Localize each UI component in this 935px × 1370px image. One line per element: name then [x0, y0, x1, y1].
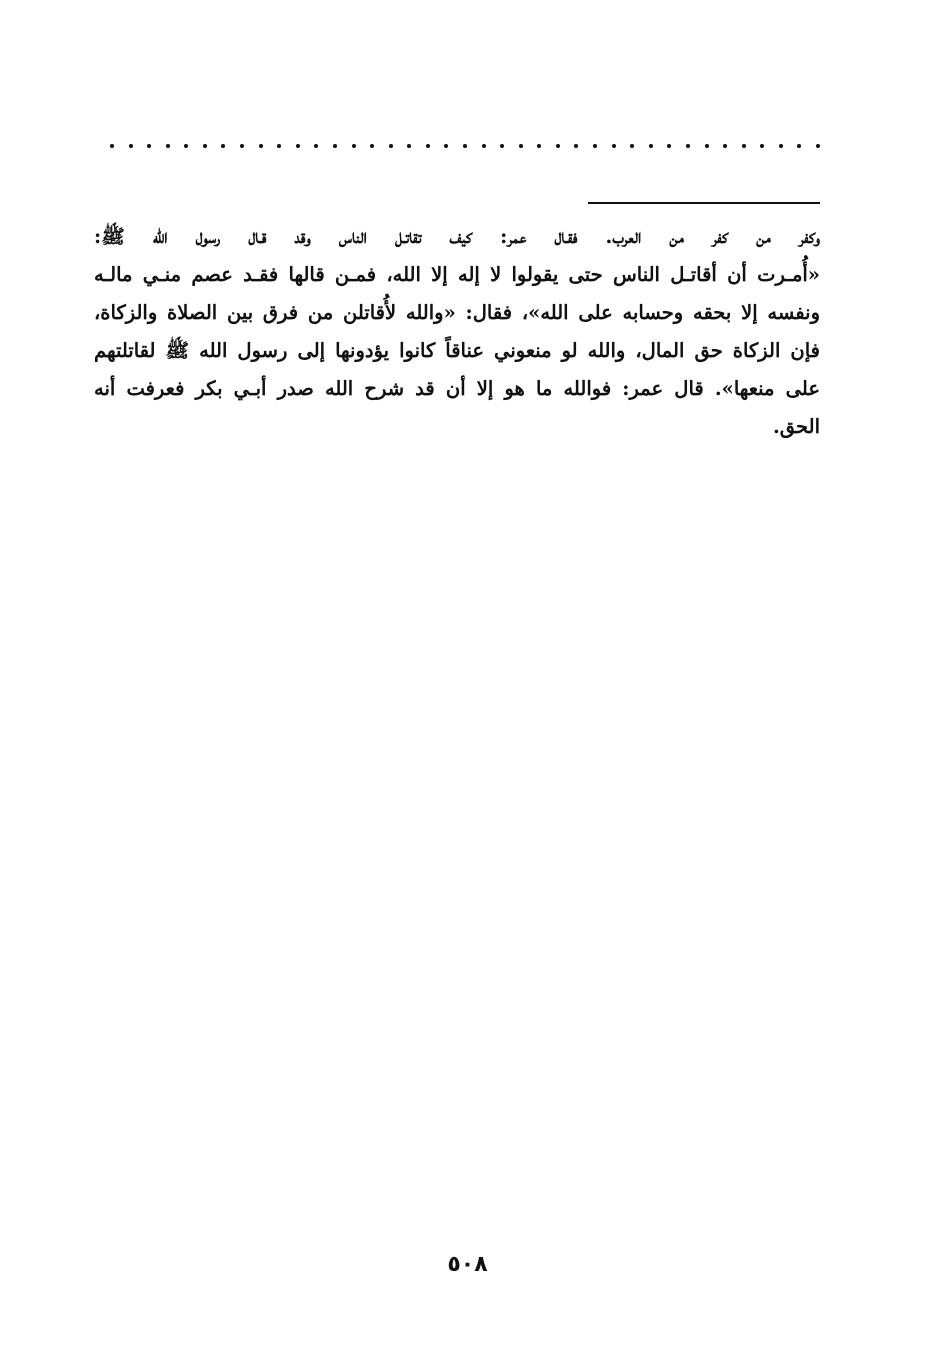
separator-dot: [259, 144, 263, 148]
separator-dot: [110, 144, 114, 148]
footnote-rule: [588, 202, 820, 204]
separator-dot: [612, 144, 616, 148]
footnote-line: «أُمـرت أن أقاتـل الناس حتى يقولوا لا إله إلا الله، فمـن قالها فقـد عصم منـي مالـه: [94, 263, 820, 286]
separator-dot: [556, 144, 560, 148]
footnote-line: فإن الزكاة حق المال، والله لو منعوني عناقاً كانوا يؤدونها إلى رسول الله ﷺ لقاتلتهم: [94, 339, 820, 362]
separator-dot: [352, 144, 356, 148]
separator-dot: [444, 144, 448, 148]
footnote-line: وكفر من كفر من العرب. فقـال عمر: كيف تقاتـل الناس وقد قـال رسول الله ﷺ:: [94, 225, 820, 248]
footnote-text: [94, 218, 820, 446]
separator-dot: [296, 144, 300, 148]
separator-dot: [314, 144, 318, 148]
separator-dot: [463, 144, 467, 148]
separator-dot: [519, 144, 523, 148]
separator-dot: [277, 144, 281, 148]
separator-dot: [333, 144, 337, 148]
separator-dot: [203, 144, 207, 148]
separator-dot: [389, 144, 393, 148]
separator-dot: [166, 144, 170, 148]
separator-dot: [797, 144, 801, 148]
separator-dot: [129, 144, 133, 148]
separator-dot: [221, 144, 225, 148]
dotted-separator: [110, 136, 820, 156]
separator-dot: [779, 144, 783, 148]
footnote-line: الحق.: [773, 415, 820, 438]
separator-dot: [667, 144, 671, 148]
separator-dot: [630, 144, 634, 148]
separator-dot: [574, 144, 578, 148]
separator-dot: [742, 144, 746, 148]
separator-dot: [760, 144, 764, 148]
separator-dot: [537, 144, 541, 148]
separator-dot: [482, 144, 486, 148]
separator-dot: [147, 144, 151, 148]
separator-dot: [407, 144, 411, 148]
separator-dot: [686, 144, 690, 148]
separator-dot: [370, 144, 374, 148]
separator-dot: [705, 144, 709, 148]
separator-dot: [240, 144, 244, 148]
separator-dot: [816, 144, 820, 148]
separator-dot: [723, 144, 727, 148]
footnote-line: على منعها». قال عمر: فوالله ما هو إلا أن قد شرح الله صدر أبـي بكر فعرفت أنه: [94, 377, 820, 400]
footnote-line: ونفسه إلا بحقه وحسابه على الله»، فقال: «والله لأُقاتلن من فرق بين الصلاة والزكاة،: [94, 301, 820, 324]
separator-dot: [426, 144, 430, 148]
separator-dot: [184, 144, 188, 148]
separator-dot: [593, 144, 597, 148]
separator-dot: [649, 144, 653, 148]
page-number: ٥٠٨: [447, 1252, 488, 1277]
separator-dot: [500, 144, 504, 148]
